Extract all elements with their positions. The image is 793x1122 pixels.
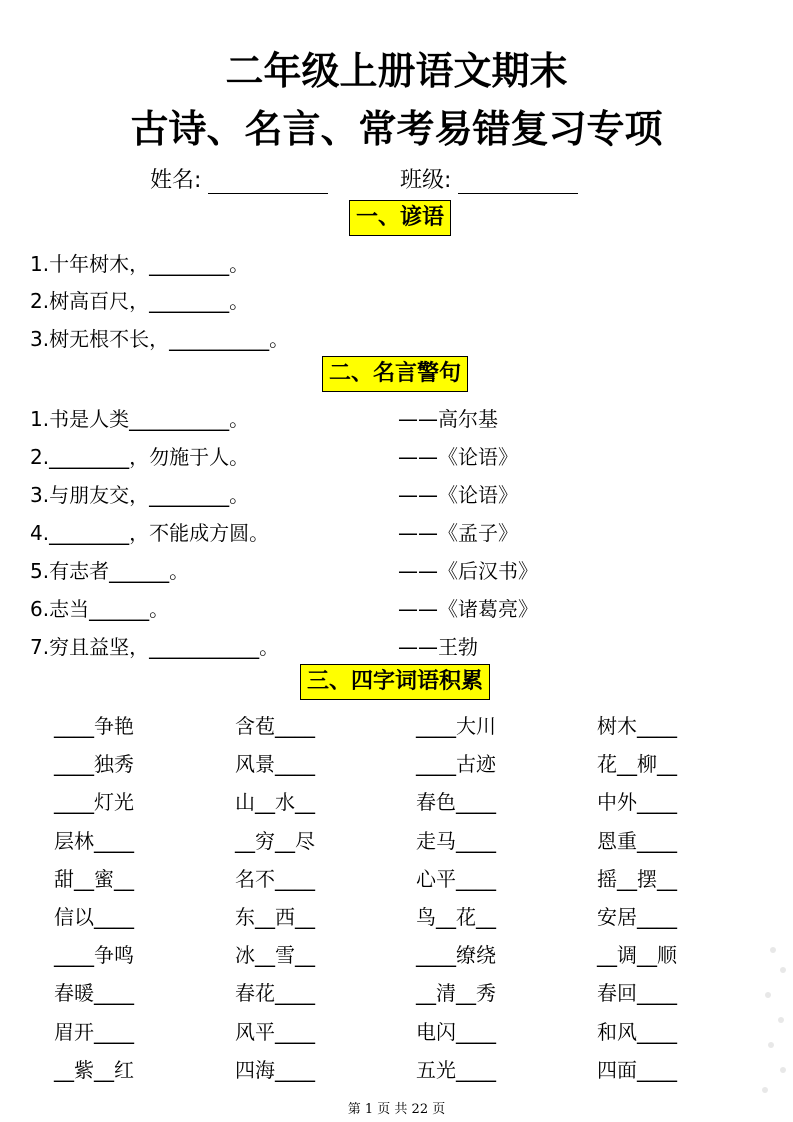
idiom-item: 中外____ <box>597 790 677 815</box>
name-blank[interactable] <box>208 171 328 194</box>
idiom-item: 心平____ <box>416 866 496 891</box>
section-heading-proverbs: 一、谚语 <box>349 200 451 236</box>
idiom-item: 四海____ <box>235 1057 315 1082</box>
quote-source: ——《论语》 <box>398 483 518 507</box>
idiom-item: 春回____ <box>597 981 677 1006</box>
quote-item: 1.书是人类__________。 <box>30 407 250 431</box>
quote-source: ——《后汉书》 <box>398 559 538 583</box>
quote-source: ——王勃 <box>398 635 478 659</box>
idiom-item: 层林____ <box>54 828 134 853</box>
idiom-item: 风平____ <box>235 1019 315 1044</box>
decorative-dots <box>753 940 793 1100</box>
quote-item: 5.有志者______。 <box>30 559 190 583</box>
quote-source: ——高尔基 <box>398 407 498 431</box>
idiom-item: 冰__雪__ <box>235 943 315 968</box>
quote-source: ——《孟子》 <box>398 521 518 545</box>
idiom-item: ____灯光 <box>54 790 134 815</box>
name-field <box>150 163 328 194</box>
idiom-item: ____缭绕 <box>416 943 496 968</box>
idiom-item: 恩重____ <box>597 828 677 853</box>
idiom-item: 安居____ <box>597 905 677 929</box>
idiom-item: 名不____ <box>235 866 315 891</box>
name-label: 姓名: <box>150 168 202 193</box>
idiom-item: 春花____ <box>235 981 315 1006</box>
idiom-item: 和风____ <box>597 1019 677 1044</box>
idiom-item: 花__柳__ <box>597 752 677 777</box>
idiom-item: 四面____ <box>597 1057 677 1082</box>
idiom-item: 眉开____ <box>54 1019 134 1044</box>
section-heading-idioms: 三、四字词语积累 <box>300 664 490 700</box>
idiom-item: 东__西__ <box>235 905 315 929</box>
idiom-item: 摇__摆__ <box>597 866 677 891</box>
idiom-item: __穷__尽 <box>235 828 315 853</box>
class-label: 班级: <box>400 168 452 193</box>
page-footer: 第 1 页 共 22 页 <box>347 1102 446 1117</box>
idiom-item: ____争艳 <box>54 714 134 738</box>
page-title-line1: 二年级上册语文期末 <box>225 48 568 93</box>
idiom-item: ____争鸣 <box>54 943 134 968</box>
quote-item: 6.志当______。 <box>30 597 170 621</box>
idiom-item: __调__顺 <box>597 943 677 968</box>
idiom-item: 春暖____ <box>54 981 134 1006</box>
idiom-item: 五光____ <box>416 1057 496 1082</box>
idiom-item: 山__水__ <box>235 790 315 815</box>
quote-item: 7.穷且益坚，___________。 <box>30 635 280 659</box>
idiom-item: __紫__红 <box>54 1057 134 1082</box>
section-heading-quotes: 二、名言警句 <box>322 356 468 392</box>
class-blank[interactable] <box>458 171 578 194</box>
proverb-item: 3.树无根不长，__________。 <box>30 327 290 351</box>
quote-source: ——《诸葛亮》 <box>398 597 538 621</box>
quote-item: 2.________，勿施于人。 <box>30 445 250 469</box>
idiom-item: 春色____ <box>416 790 496 815</box>
quote-source: ——《论语》 <box>398 445 518 469</box>
idiom-item: ____古迹 <box>416 752 496 777</box>
idiom-item: ____独秀 <box>54 752 134 777</box>
quote-item: 4.________，不能成方圆。 <box>30 521 270 545</box>
idiom-item: 信以____ <box>54 905 134 929</box>
idiom-item: 风景____ <box>235 752 315 777</box>
idiom-item: ____大川 <box>416 714 496 738</box>
class-field <box>400 163 578 194</box>
proverb-item: 1.十年树木，________。 <box>30 252 250 276</box>
idiom-item: 走马____ <box>416 828 496 853</box>
idiom-item: 含苞____ <box>235 714 315 738</box>
idiom-item: __清__秀 <box>416 981 496 1006</box>
proverb-item: 2.树高百尺，________。 <box>30 289 250 313</box>
idiom-item: 鸟__花__ <box>416 905 496 929</box>
idiom-item: 甜__蜜__ <box>54 866 134 891</box>
idiom-item: 电闪____ <box>416 1019 496 1044</box>
idiom-item: 树木____ <box>597 714 677 738</box>
quote-item: 3.与朋友交，________。 <box>30 483 250 507</box>
page-title-line2: 古诗、名言、常考易错复习专项 <box>130 106 663 151</box>
